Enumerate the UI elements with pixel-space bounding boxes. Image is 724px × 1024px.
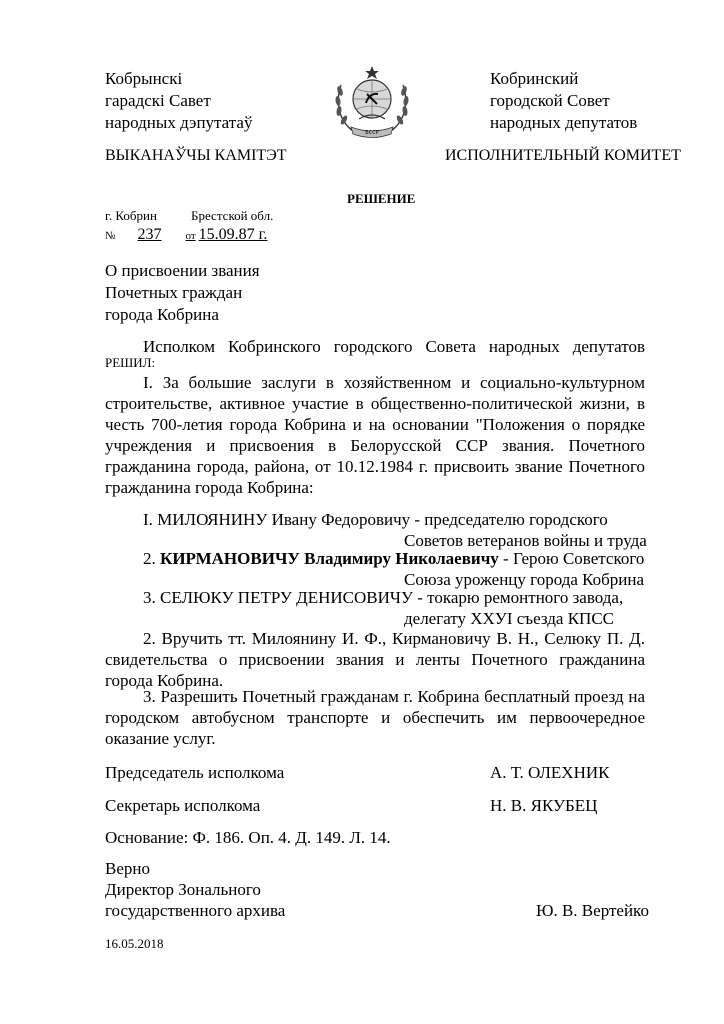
print-date: 16.05.2018: [105, 936, 164, 951]
subject-line: Почетных граждан: [105, 283, 243, 302]
point-3-text: 3. Разрешить Почетный гражданам г. Кобрина бесплатный проезд на городском автобусном транспорте и обеспечить им первоочередное оказание услуг.: [105, 687, 645, 748]
header-right-line: народных депутатов: [490, 113, 638, 132]
decision-date: 15.09.87 г.: [198, 226, 268, 243]
archive-basis: Основание: Ф. 186. Оп. 4. Д. 149. Л. 14.: [105, 828, 391, 847]
header-right-line: Кобринский: [490, 69, 579, 88]
place-region: Брестской обл.: [191, 208, 274, 223]
certification-line: Верно: [105, 859, 150, 878]
person-3-line-2: делегату XXУI съезда КПСС: [404, 609, 614, 628]
number-label: №: [105, 230, 116, 242]
header-left-line: Кобрынскі: [105, 69, 183, 88]
person-2-number: 2.: [143, 549, 160, 568]
signature-role: Секретарь исполкома: [105, 796, 261, 815]
date-label: от: [185, 230, 196, 242]
header-left-block: [105, 68, 252, 134]
header-right-block: [490, 68, 637, 134]
person-2-line-1: [143, 548, 644, 569]
person-2-name: КИРМАНОВИЧУ Владимиру Николаевичу: [160, 549, 499, 568]
resolved-label: РЕШИЛ:: [105, 355, 156, 370]
signature-name: А. Т. ОЛЕХНИК: [490, 763, 610, 782]
point-1: [105, 372, 645, 498]
header-left-line: народных дэпутатаў: [105, 113, 253, 132]
subject-line: О присвоении звания: [105, 261, 260, 280]
header-left-committee: ВЫКАНАЎЧЫ КАМІТЭТ: [105, 147, 287, 164]
place-city: г. Кобрин: [105, 208, 157, 223]
preamble: [105, 336, 645, 357]
number-line: [105, 225, 267, 246]
emblem-ribbon-text: БССР: [365, 130, 379, 136]
point-1-text: I. За большие заслуги в хозяйственном и социально-культурном строительстве, активное участие в общественно-политической жизни, в честь 700-летия города Кобрина и на основании "Положения о порядке учреждения и присвоения в Белорусской ССР звания. Почетного гражданина города, района, от 10.12.1984 г. присвоить звание Почетного гражданина города Кобрина:: [105, 373, 645, 497]
header-right-committee: ИСПОЛНИТЕЛЬНЫЙ КОМИТЕТ: [445, 147, 681, 164]
point-3: [105, 686, 645, 749]
decision-title: РЕШЕНИЕ: [347, 191, 416, 206]
person-1-line-2: Советов ветеранов войны и труда: [404, 531, 647, 550]
point-2: [105, 628, 645, 691]
certification-name: Ю. В. Вертейко: [536, 901, 649, 920]
point-2-text: 2. Вручить тт. Милоянину И. Ф., Кирмановичу В. Н., Селюку П. Д. свидетельства о присвоении звания и ленты Почетного гражданина города Кобрина.: [105, 629, 645, 690]
person-3-line-1: 3. СЕЛЮКУ ПЕТРУ ДЕНИСОВИЧУ - токарю ремонтного завода,: [143, 588, 624, 607]
signature-role: Председатель исполкома: [105, 763, 285, 782]
person-1-line-1: I. МИЛОЯНИНУ Ивану Федоровичу - председателю городского: [143, 510, 608, 529]
person-2-title: - Герою Советского: [498, 549, 645, 568]
signature-name: Н. В. ЯКУБЕЦ: [490, 796, 598, 815]
subject-line: города Кобрина: [105, 305, 219, 324]
decision-number: 237: [137, 226, 162, 243]
preamble-text: Исполком Кобринского городского Совета народных депутатов: [143, 337, 645, 356]
subject-block: [105, 260, 260, 326]
certification-line: государственного архива: [105, 901, 286, 920]
certification-line: Директор Зонального: [105, 880, 261, 899]
certification-block: [105, 858, 285, 921]
header-left-line: гарадскі Савет: [105, 91, 211, 110]
header-right-line: городской Совет: [490, 91, 610, 110]
person-2-line-2: Союза уроженцу города Кобрина: [404, 570, 645, 589]
state-emblem-icon: [331, 63, 413, 141]
